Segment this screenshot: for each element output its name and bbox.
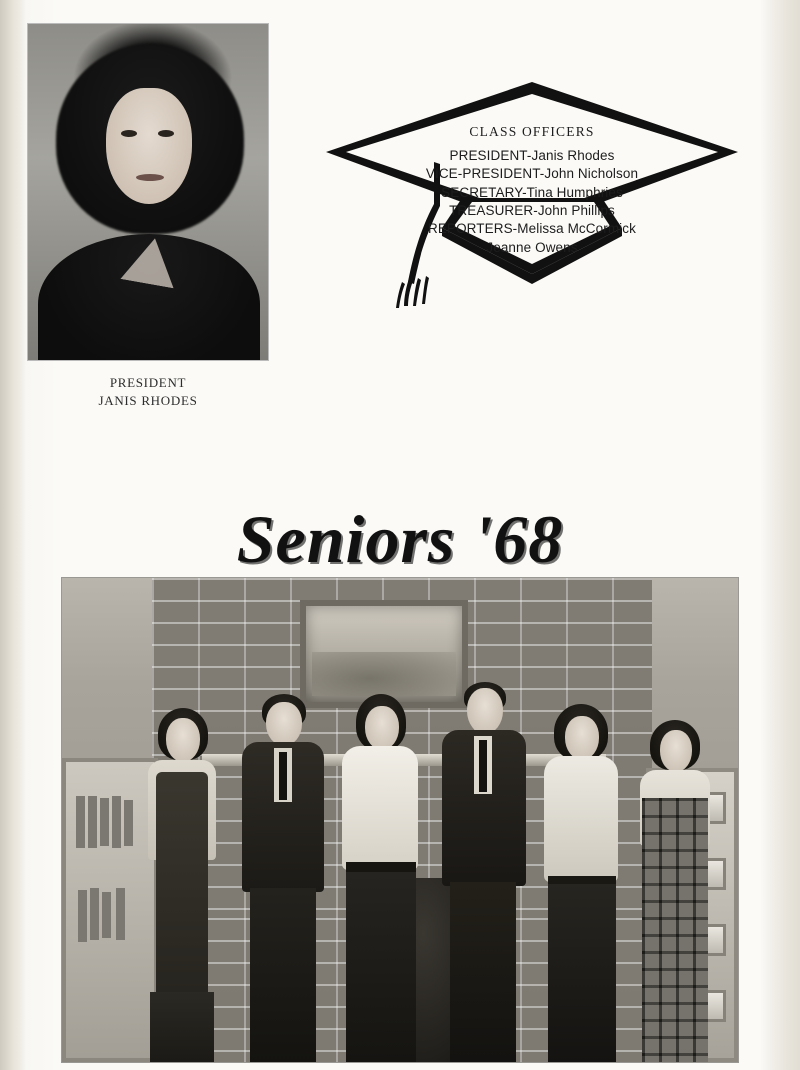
officer-reporter-2: Jeanne Owens	[486, 239, 578, 255]
student-6	[630, 710, 720, 1062]
student-5-blouse	[544, 756, 618, 882]
student-5	[536, 700, 626, 1062]
class-officers-title: CLASS OFFICERS	[469, 124, 595, 139]
student-3-blouse	[342, 746, 418, 870]
student-3	[334, 692, 426, 1062]
book	[76, 796, 85, 848]
book	[88, 796, 97, 848]
student-5-face	[565, 716, 599, 760]
student-1-jumper	[156, 772, 208, 1002]
student-4	[436, 682, 530, 1062]
president-caption	[28, 374, 268, 409]
student-1-skirt	[150, 992, 214, 1062]
student-2	[236, 692, 330, 1062]
officer-treasurer: TREASURER-John Phillips	[449, 203, 615, 219]
student-1	[138, 702, 224, 1062]
graduation-cap-illustration	[322, 78, 742, 318]
portrait-face	[106, 88, 192, 204]
student-2-face	[266, 702, 302, 746]
officer-reporter-1: REPORTERS-Melissa McCormick	[428, 221, 636, 237]
portrait-eye-left	[121, 130, 137, 137]
book	[124, 800, 133, 846]
book	[112, 796, 121, 848]
student-3-face	[365, 706, 399, 750]
book	[90, 888, 99, 940]
student-4-face	[467, 688, 503, 734]
class-officers-list	[322, 124, 742, 257]
student-6-plaid-jumper	[642, 798, 708, 1062]
student-3-skirt	[346, 872, 416, 1062]
portrait-eye-right	[158, 130, 174, 137]
student-5-skirt	[548, 884, 616, 1062]
president-caption-name: JANIS RHODES	[98, 392, 198, 408]
officer-vice-president: VICE-PRESIDENT-John Nicholson	[425, 166, 639, 182]
president-portrait-photo	[28, 24, 268, 360]
book	[100, 798, 109, 846]
portrait-mouth	[136, 174, 164, 181]
book	[78, 890, 87, 942]
portrait-image	[28, 24, 268, 360]
student-1-face	[166, 718, 200, 762]
page-title: Seniors '68	[236, 501, 564, 577]
president-caption-title: PRESIDENT	[109, 375, 187, 390]
officer-secretary: SECRETARY-Tina Humphries	[441, 184, 623, 200]
senior-officers-group-photo	[62, 578, 738, 1062]
officer-president: PRESIDENT-Janis Rhodes	[449, 148, 615, 163]
student-4-trousers	[450, 882, 516, 1062]
student-6-face	[660, 730, 692, 772]
book	[116, 888, 125, 940]
student-4-tie	[479, 740, 487, 792]
student-2-trousers	[250, 888, 316, 1062]
student-2-tie	[279, 752, 287, 800]
book	[102, 892, 111, 938]
